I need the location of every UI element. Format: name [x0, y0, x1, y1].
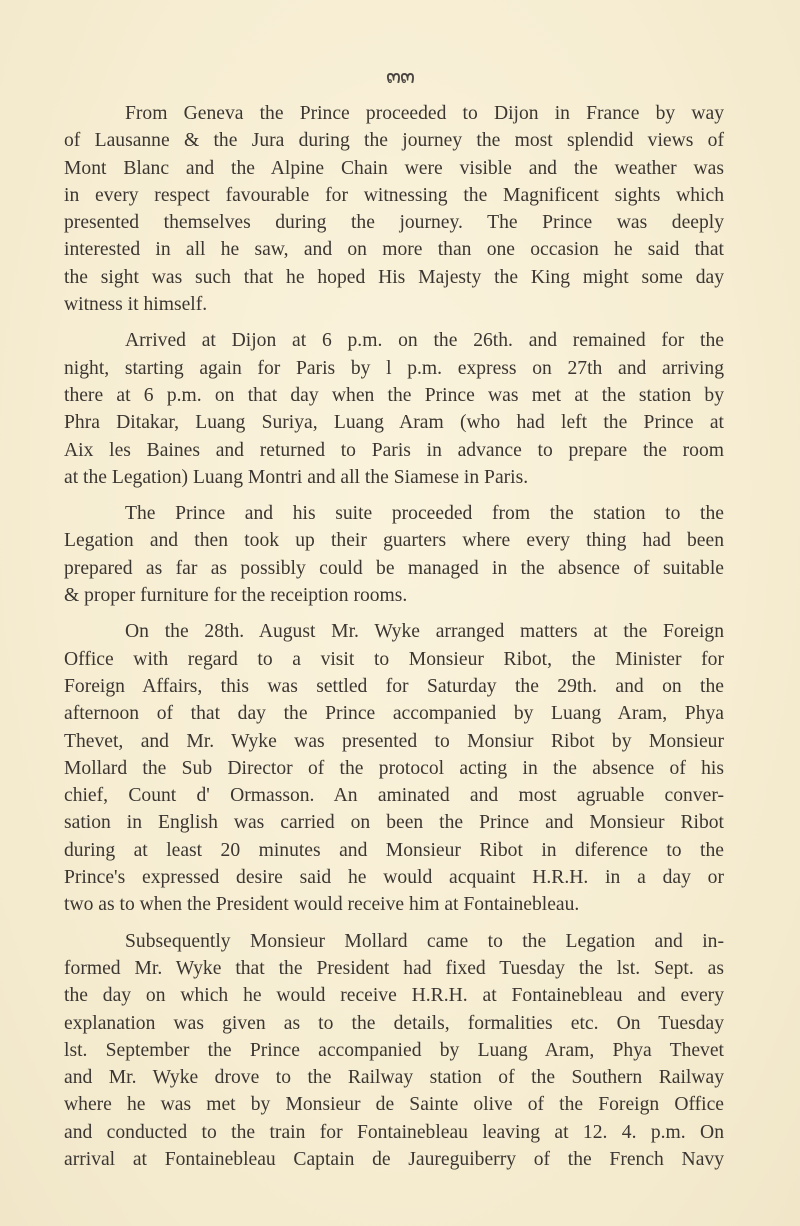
text-line: presented themselves during the journey. The Prince was deeply — [64, 212, 724, 234]
text-line: night, starting again for Paris by l p.m. express on 27th and arriving — [64, 357, 724, 379]
text-line: lst. September the Prince accompanied by Luang Aram, Phya Thevet — [64, 1039, 724, 1061]
text-line: On the 28th. August Mr. Wyke arranged matters at the Foreign — [125, 621, 724, 643]
text-line: From Geneva the Prince proceeded to Dijon in France by way — [125, 103, 724, 124]
paragraph-gap — [64, 919, 724, 928]
text-line: formed Mr. Wyke that the President had fixed Tuesday the lst. Sept. as — [64, 957, 724, 979]
text-line: Mollard the Sub Director of the protocol acting in the absence of his — [64, 757, 724, 779]
paragraph — [64, 928, 724, 1174]
paragraph-gap — [64, 318, 724, 327]
paragraph-gap — [64, 491, 724, 500]
text-line: Phra Ditakar, Luang Suriya, Luang Aram (who had left the Prince at — [64, 412, 724, 434]
text-line: in every respect favourable for witnessing the Magnificent sights which — [64, 184, 724, 206]
text-line: of Lausanne & the Jura during the journey the most splendid views of — [64, 130, 724, 152]
text-line: Mont Blanc and the Alpine Chain were visible and the weather was — [64, 157, 724, 179]
text-line: Legation and then took up their guarters where every thing had been — [64, 530, 724, 552]
page-number: ๓๓ — [385, 63, 415, 88]
text-line: afternoon of that day the Prince accompanied by Luang Aram, Phya — [64, 703, 724, 725]
text-line: and Mr. Wyke drove to the Railway station of the Southern Railway — [64, 1067, 724, 1089]
text-line: chief, Count d' Ormasson. An aminated and most agruable conver- — [64, 785, 724, 807]
text-line: at the Legation) Luang Montri and all the Siamese in Paris. — [64, 466, 529, 488]
paragraph — [64, 100, 724, 318]
paragraph — [64, 327, 724, 491]
text-line: two as to when the President would receive him at Fontainebleau. — [64, 894, 580, 916]
text-line: the sight was such that he hoped His Majesty the King might some day — [64, 266, 724, 288]
text-line: & proper furniture for the receiption rooms. — [64, 585, 408, 607]
text-line: and conducted to the train for Fontainebleau leaving at 12. 4. p.m. On — [64, 1121, 724, 1143]
text-line: there at 6 p.m. on that day when the Prince was met at the station by — [64, 384, 724, 406]
text-line: where he was met by Monsieur de Sainte olive of the Foreign Office — [64, 1094, 724, 1116]
text-line: Prince's expressed desire said he would acquaint H.R.H. in a day or — [64, 867, 724, 889]
text-line: The Prince and his suite proceeded from the station to the — [125, 503, 724, 525]
body-text — [64, 100, 724, 1173]
text-line: arrival at Fontainebleau Captain de Jaureguiberry of the French Navy — [64, 1148, 724, 1170]
text-line: prepared as far as possibly could be managed in the absence of suitable — [64, 557, 724, 579]
text-line: Aix les Baines and returned to Paris in advance to prepare the room — [64, 439, 724, 461]
text-line: Thevet, and Mr. Wyke was presented to Monsiur Ribot by Monsieur — [64, 730, 724, 752]
text-line: Office with regard to a visit to Monsieur Ribot, the Minister for — [64, 648, 724, 670]
text-line: Arrived at Dijon at 6 p.m. on the 26th. and remained for the — [125, 330, 724, 352]
text-line: Subsequently Monsieur Mollard came to the Legation and in- — [125, 930, 724, 952]
text-line: during at least 20 minutes and Monsieur Ribot in diference to the — [64, 839, 724, 861]
paragraph — [64, 618, 724, 918]
text-line: Foreign Affairs, this was settled for Saturday the 29th. and on the — [64, 675, 724, 697]
text-line: the day on which he would receive H.R.H. at Fontainebleau and every — [64, 985, 724, 1007]
paragraph — [64, 500, 724, 609]
text-line: witness it himself. — [64, 294, 208, 316]
paragraph-gap — [64, 609, 724, 618]
text-line: explanation was given as to the details, formalities etc. On Tuesday — [64, 1012, 724, 1034]
text-line: sation in English was carried on been the Prince and Monsieur Ribot — [64, 812, 724, 834]
text-line: interested in all he saw, and on more than one occasion he said that — [64, 239, 724, 261]
